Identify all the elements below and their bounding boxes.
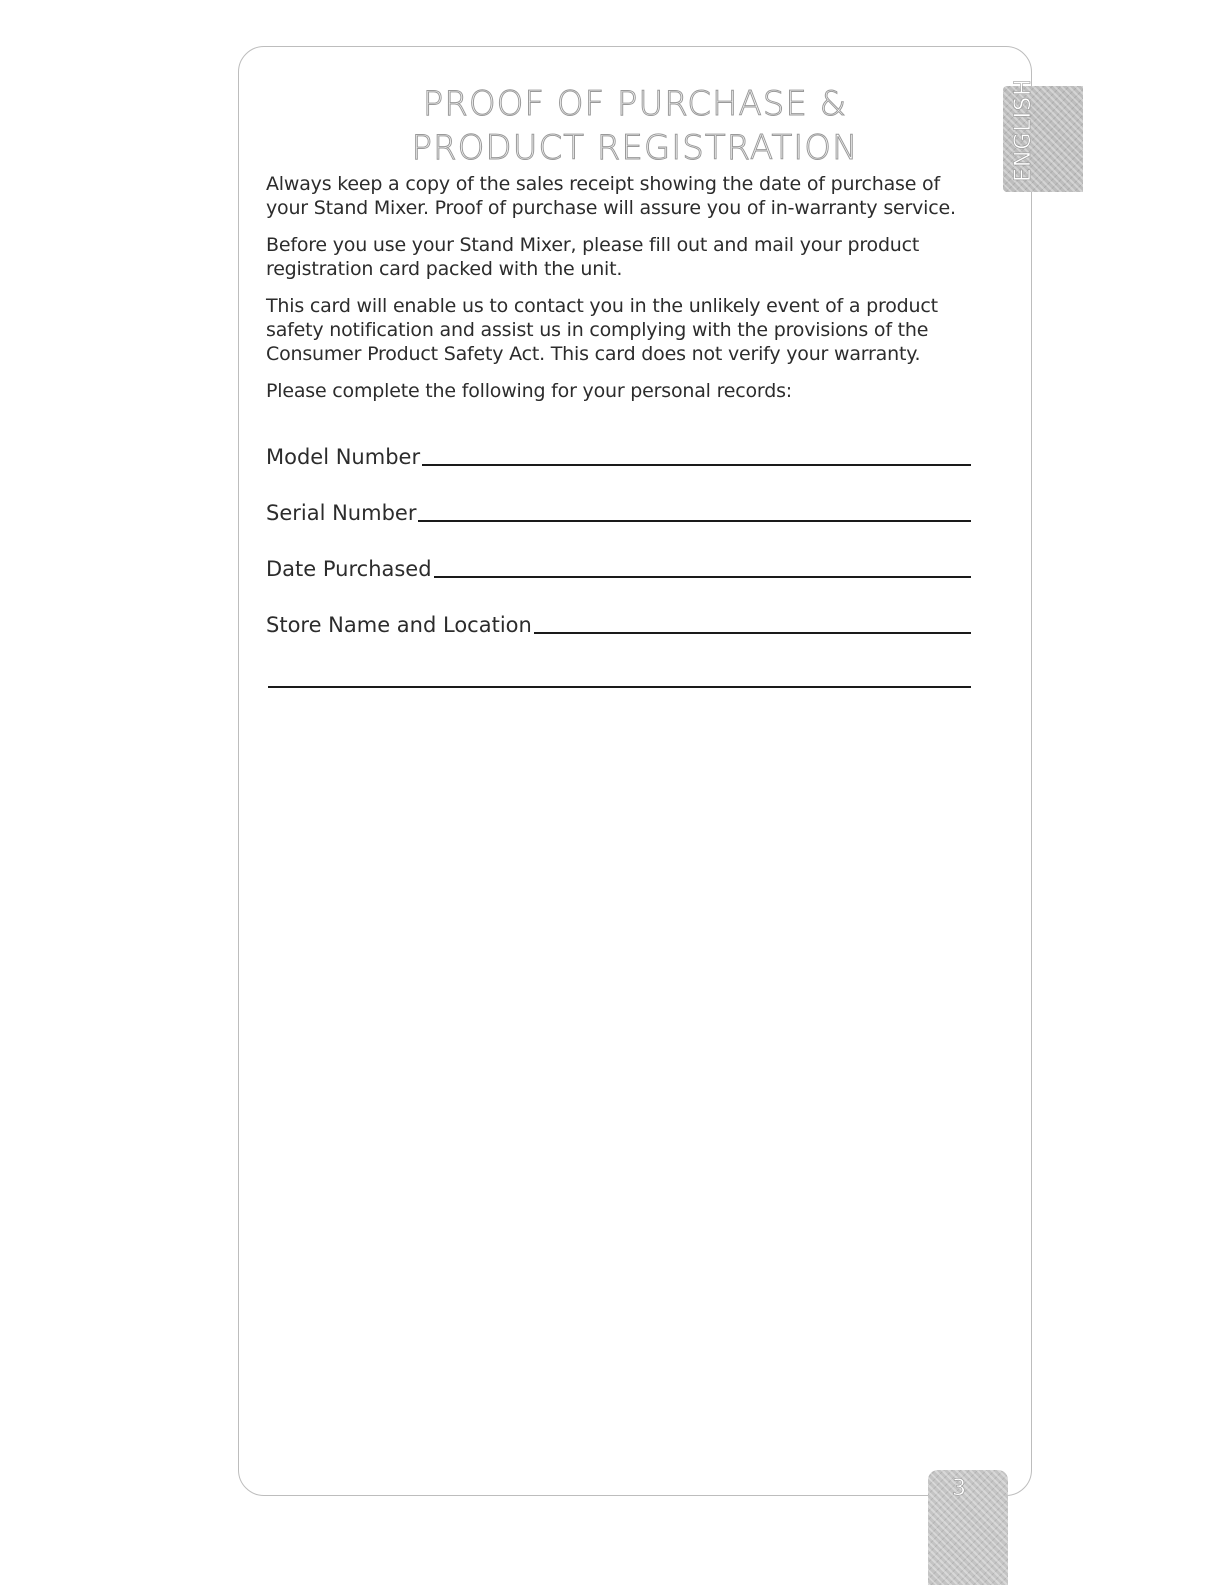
store-name-label: Store Name and Location	[266, 613, 532, 637]
model-number-row	[266, 444, 971, 469]
model-number-label: Model Number	[266, 445, 421, 469]
store-name-row	[266, 612, 971, 637]
store-location-extra-line[interactable]	[268, 686, 971, 688]
title-line-1: PROOF OF PURCHASE &	[422, 84, 848, 124]
paragraph-receipt: Always keep a copy of the sales receipt showing the date of purchase of your Stand Mixer. Proof of purchase will assure you of in-warranty service.	[266, 173, 956, 219]
paragraph-registration: Before you use your Stand Mixer, please fill out and mail your product registration card packed with the unit.	[266, 234, 920, 280]
page-title	[238, 82, 1032, 170]
serial-number-field[interactable]	[418, 500, 971, 522]
page-number-tab	[928, 1470, 1008, 1585]
paragraph-safety: This card will enable us to contact you in the unlikely event of a product safety notification and assist us in complying with the provisions of the Consumer Product Safety Act. This card does not verify your warranty.	[266, 295, 938, 365]
date-purchased-field[interactable]	[434, 556, 971, 578]
date-purchased-row	[266, 556, 971, 581]
serial-number-row	[266, 500, 971, 525]
paragraph-records: Please complete the following for your personal records:	[266, 380, 792, 402]
page-number: 3	[952, 1476, 966, 1501]
body-text	[266, 172, 976, 416]
model-number-field[interactable]	[422, 444, 971, 466]
serial-number-label: Serial Number	[266, 501, 417, 525]
language-tab	[1003, 78, 1083, 192]
language-tab-label: ENGLISH	[1011, 78, 1036, 182]
title-line-2: PRODUCT REGISTRATION	[411, 128, 859, 168]
store-name-field[interactable]	[534, 612, 971, 634]
date-purchased-label: Date Purchased	[266, 557, 432, 581]
